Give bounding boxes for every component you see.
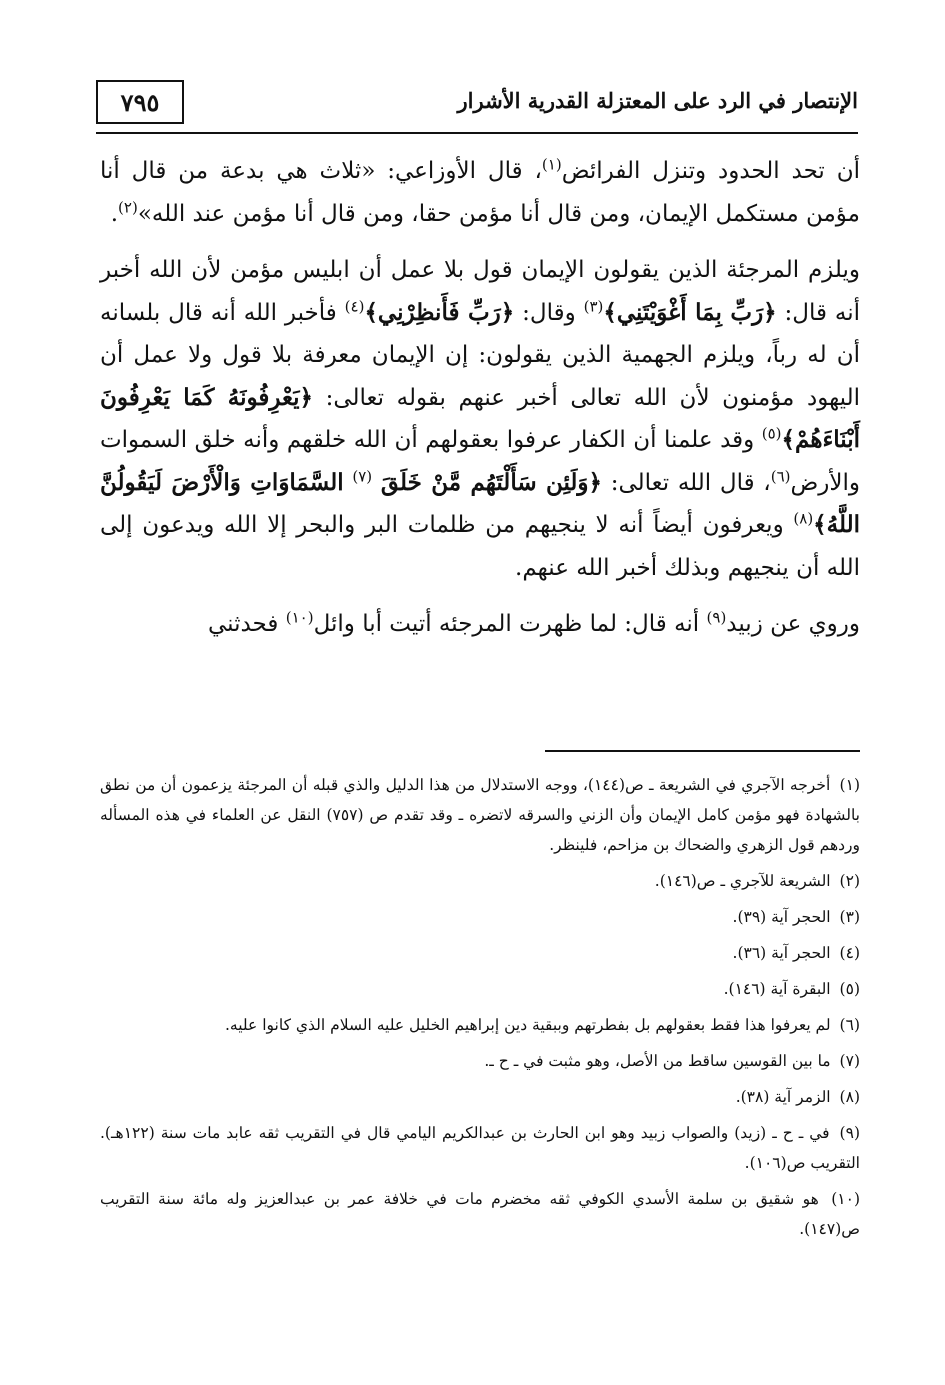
footnote-number: (٣) — [839, 908, 860, 926]
text-run: فحدثني — [207, 611, 279, 637]
footnote-2 — [100, 866, 860, 896]
quran-verse: ﴿يَعْرِفُونَهُ كَمَا يَعْرِفُونَ أَبْنَاءَهُمْ﴾ — [100, 383, 860, 453]
paragraph-2 — [100, 249, 860, 589]
text-run: ويعرفون أيضاً أنه لا ينجيهم من ظلمات البر والبحر إلا الله ويدعون إلى الله أن ينجيهم وبذلك أخبر الله عنهم. — [100, 512, 860, 581]
text-run: أنه قال: لما ظهرت المرجئه أتيت أبا وائل — [313, 611, 700, 637]
footnote-text: أخرجه الآجري في الشريعة ـ ص(١٤٤)، ووجه الاستدلال من هذا الدليل والذي قبله أن المرجئة يزعمون أن من نطق بالشهادة فهو مؤمن كامل الإيمان وأن الزني والسرقه لاتضره ـ وقد تقدم ص (٧٥٧) النقل عن العلماء في هذه المسأله وردهم قول الزهري والضحاك بن مزاحم، فلينظر. — [100, 776, 860, 854]
text-run: وقد علمنا أن الكفار عرفوا بعقولهم أن الله خلقهم وأنه خلق السموات والأرض — [100, 427, 861, 496]
footnote-text: في ـ ح ـ (زيد) والصواب زبيد وهو ابن الحارث بن عبدالكريم اليامي قال في التقريب ثقه عابد مات سنة (١٢٢هـ). التقريب ص(١٠٦). — [100, 1124, 860, 1172]
footnote-5 — [100, 974, 860, 1004]
footnote-text: الحجر آية (٣٦). — [732, 944, 831, 962]
text-run: ويلزم المرجئة الذين يقولون الإيمان قول بلا عمل أن ابليس مؤمن لأن الله أخبر أنه قال: — [100, 257, 861, 326]
text-run: وروي عن زبيد — [726, 611, 860, 637]
footnote-ref-2: (٢) — [118, 197, 138, 216]
footnote-number: (٨) — [839, 1088, 860, 1106]
text-run: فأخبر الله أنه قال بلسانه أن له رباً، ويلزم الجهمية الذين يقولون: إن الإيمان معرفة بلا قول ولا عمل أن اليهود مؤمنون لأن الله تعالى أخبر عنهم بقوله تعالى: — [100, 299, 861, 411]
quran-verse: ﴿رَبِّ بِمَا أَغْوَيْتَنِي﴾ — [603, 298, 777, 326]
footnote-ref-5: (٥) — [761, 424, 782, 443]
footnote-6 — [100, 1010, 860, 1040]
footnote-9 — [100, 1118, 860, 1178]
main-text — [100, 150, 860, 646]
footnote-text: هو شقيق بن سلمة الأسدي الكوفي ثقه مخضرم مات في خلافة عمر بن عبدالعزيز وله مائة سنة التقريب ص(١٤٧). — [100, 1190, 860, 1238]
quran-verse: ﴿وَلَئِن سَأَلْتَهُم مَّنْ خَلَقَ — [380, 468, 603, 496]
footnote-number: (٦) — [839, 1016, 860, 1034]
footnote-number: (٥) — [839, 980, 860, 998]
footnote-number: (٧) — [839, 1052, 860, 1070]
footnote-1 — [100, 770, 860, 860]
footnote-ref-1: (١) — [541, 155, 562, 174]
footnote-number: (١٠) — [831, 1190, 860, 1208]
footnote-4 — [100, 938, 860, 968]
text-run: وقال: — [522, 299, 576, 326]
footnote-text: ما بين القوسين ساقط من الأصل، وهو مثبت في ـ ح ـ. — [484, 1052, 831, 1070]
text-run: ، قال الأوزاعي: «ثلاث هي بدعة من قال أنا مؤمن مستكمل الإيمان، ومن قال أنا مؤمن حقا، ومن قال أنا مؤمن عند الله» — [100, 158, 860, 227]
footnote-number: (٤) — [839, 944, 860, 962]
quran-verse: ﴿رَبِّ فَأَنظِرْنِي﴾ — [364, 298, 515, 326]
footnote-10 — [100, 1184, 860, 1244]
text-run: أن تحد الحدود وتنزل الفرائض — [561, 158, 860, 184]
footnote-number: (١) — [839, 776, 860, 794]
footnote-separator — [545, 750, 860, 752]
footnote-number: (٢) — [839, 872, 860, 890]
text-run: ، قال الله تعالى: — [610, 469, 771, 496]
text-run: . — [110, 200, 119, 227]
footnote-3 — [100, 902, 860, 932]
footnote-text: لم يعرفوا هذا فقط بعقولهم بل بفطرتهم وببقية دين إبراهيم الخليل عليه السلام الذي كانوا عليه. — [225, 1016, 831, 1034]
footnote-ref-6: (٦) — [770, 466, 791, 485]
footnote-text: الحجر آية (٣٩). — [732, 908, 831, 926]
footnote-ref-9: (٩) — [706, 608, 727, 627]
footnote-ref-8: (٨) — [793, 509, 814, 528]
footnote-7 — [100, 1046, 860, 1076]
footnote-text: البقرة آية (١٤٦). — [723, 980, 831, 998]
page-number: ٧٩٥ — [96, 80, 184, 124]
page-header — [96, 80, 858, 132]
footnote-ref-10: (١٠) — [285, 608, 314, 627]
paragraph-3 — [100, 603, 860, 646]
quran-verse: السَّمَاوَاتِ وَالْأَرْضَ لَيَقُولُنَّ اللَّهُ﴾ — [100, 468, 860, 538]
footnote-number: (٩) — [839, 1124, 860, 1142]
footnote-text: الزمر آية (٣٨). — [735, 1088, 831, 1106]
header-rule — [96, 132, 858, 134]
footnote-text: الشريعة للآجري ـ ص(١٤٦). — [654, 872, 831, 890]
footnote-8 — [100, 1082, 860, 1112]
footnote-ref-3: (٣) — [583, 296, 604, 315]
footnote-ref-7: (٧) — [352, 466, 373, 485]
footnote-ref-4: (٤) — [344, 296, 365, 315]
footnotes — [100, 770, 860, 1250]
running-title: الإنتصار في الرد على المعتزلة القدرية الأشرار — [457, 88, 858, 113]
paragraph-1 — [100, 150, 860, 235]
